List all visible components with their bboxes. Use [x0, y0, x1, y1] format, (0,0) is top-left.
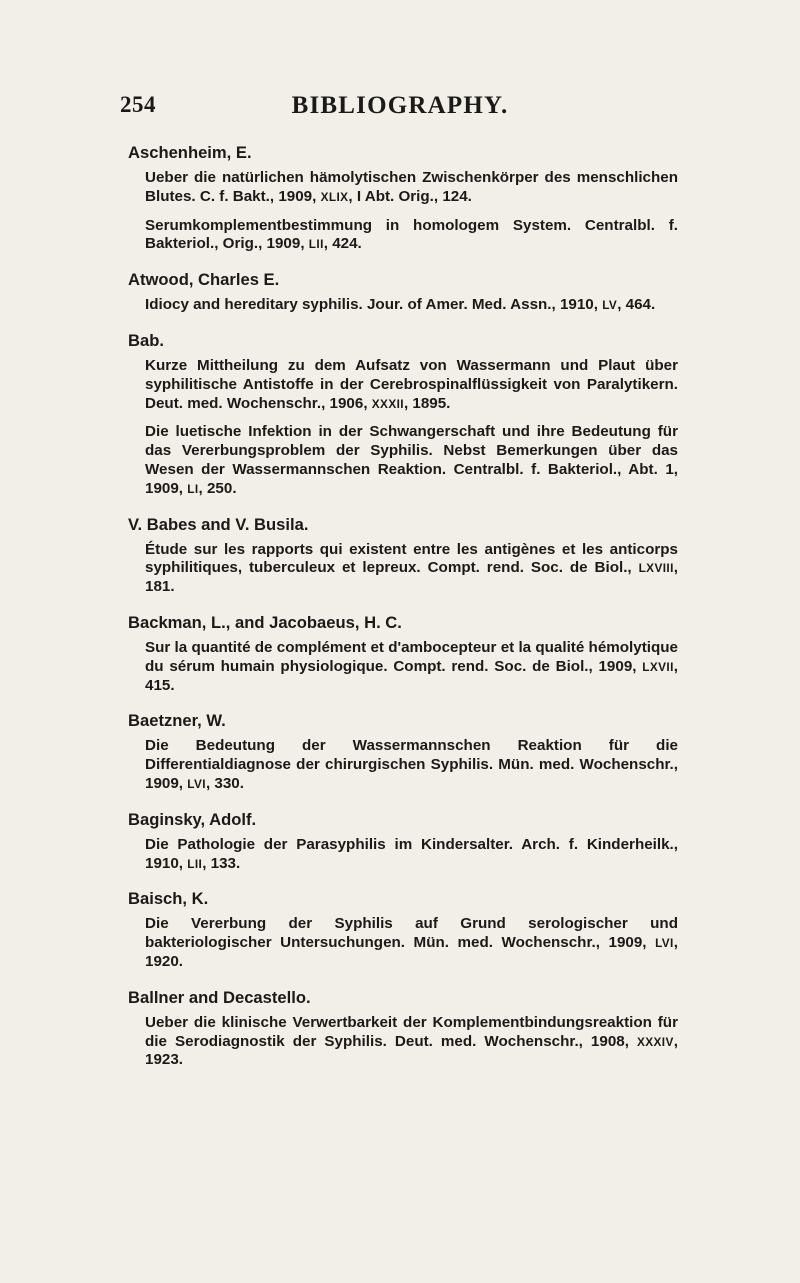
entry-author: Bab.	[128, 330, 164, 350]
citation-text: Idiocy and hereditary syphilis. Jour. of Amer. Med. Assn., 1910,	[145, 296, 598, 314]
entry-author: V. Babes and V. Busila.	[128, 514, 309, 534]
citation-text: Die Vererbung der Syphilis auf Grund serologischer und bakteriologischer Untersuchungen. Mün. med. Wochenschr., 1909,	[145, 915, 678, 952]
citation-pages: , 415.	[145, 657, 678, 694]
citation-pages: , 464.	[617, 296, 656, 314]
citation-volume: XXXIV	[636, 1034, 674, 1049]
entry-author: Atwood, Charles E.	[128, 270, 280, 290]
citation-volume: LV	[602, 298, 618, 313]
entry-author: Baetzner, W.	[128, 711, 226, 731]
bibliography-entry	[128, 987, 678, 1070]
citation-text: Kurze Mittheilung zu dem Aufsatz von Wassermann und Plaut über syphilitische Antistoffe in der Cerebrospinalflüssigkeit von Paralytikern. Deut. med. Wochenschr., 1906,	[145, 356, 678, 412]
citation-volume: LXVII	[642, 659, 674, 674]
bibliography-entry	[128, 330, 678, 499]
page-number: 254	[120, 92, 156, 117]
citation-pages: , 181.	[145, 559, 678, 596]
citation-pages: , 1895.	[403, 394, 451, 412]
entry-citation	[145, 836, 678, 874]
citation-pages: , 424.	[323, 235, 362, 253]
bibliography-entry	[128, 888, 678, 971]
citation-pages: , 330.	[205, 774, 244, 792]
entry-citation	[145, 296, 678, 315]
citation-volume: XLIX	[320, 189, 349, 204]
citation-volume: LVI	[187, 776, 206, 791]
citation-text: Ueber die natürlichen hämolytischen Zwischenkörper des menschlichen Blutes. C. f. Bakt., 1909,	[145, 169, 678, 205]
citation-volume: LII	[308, 237, 324, 252]
citation-volume: LXVIII	[638, 561, 674, 576]
citation-volume: LVI	[655, 936, 674, 951]
citation-pages: , I Abt. Orig., 124.	[348, 187, 472, 205]
citation-pages: , 133.	[202, 854, 241, 872]
citation-text: Sur la quantité de complément et d'ambocepteur et la qualité hémolytique du sérum humain physiologique. Compt. rend. Soc. de Biol., 1909,	[145, 638, 678, 675]
bibliography-entry	[128, 514, 678, 597]
citation-text: Étude sur les rapports qui existent entre les antigènes et les anticorps syphilitiques, tuberculeux et lepreux. Compt. rend. Soc. de Biol.,	[145, 540, 678, 577]
entry-citation	[145, 217, 678, 255]
citation-text: Die luetische Infektion in der Schwangerschaft und ihre Bedeutung für das Vererbungsproblem der Syphilis. Nebst Bemerkungen über das Wesen der Wassermannschen Reaktion. Centralbl. f. Bakteriol., Abt. 1, 1909,	[145, 423, 678, 497]
citation-pages: , 1923.	[145, 1032, 678, 1069]
entry-citation	[145, 915, 678, 971]
bibliography-entry	[128, 612, 678, 695]
bibliography-list	[128, 142, 678, 1070]
citation-volume: LII	[187, 856, 203, 871]
entry-citation	[145, 639, 678, 695]
bibliography-entry	[128, 809, 678, 874]
entry-author: Baisch, K.	[128, 889, 209, 909]
entry-author: Baginsky, Adolf.	[128, 809, 257, 829]
entry-citation	[145, 357, 678, 413]
entry-author: Aschenheim, E.	[128, 143, 252, 162]
entry-citation	[145, 541, 678, 597]
entry-citation	[145, 737, 678, 793]
citation-text: Ueber die klinische Verwertbarkeit der Komplementbindungsreaktion für die Serodiagnostik der Syphilis. Deut. med. Wochenschr., 1908,	[145, 1013, 678, 1050]
citation-text: Die Pathologie der Parasyphilis im Kindersalter. Arch. f. Kinderheilk., 1910,	[145, 835, 678, 872]
citation-volume: LI	[187, 481, 199, 496]
bibliography-entry	[128, 142, 678, 254]
entry-author: Ballner and Decastello.	[128, 987, 311, 1007]
entry-citation	[145, 423, 678, 498]
entry-author: Backman, L., and Jacobaeus, H. C.	[128, 612, 402, 632]
page-title: BIBLIOGRAPHY.	[291, 92, 509, 119]
citation-text: Die Bedeutung der Wassermannschen Reaktion für die Differentialdiagnose der chirurgischen Syphilis. Mün. med. Wochenschr., 1909,	[145, 737, 678, 792]
bibliography-entry	[128, 269, 678, 315]
bibliography-entry	[128, 710, 678, 793]
citation-text: Serumkomplementbestimmung in homologem System. Centralbl. f. Bakteriol., Orig., 1909,	[145, 216, 678, 253]
citation-volume: XXXII	[371, 396, 404, 411]
citation-pages: , 1920.	[145, 934, 678, 970]
citation-pages: , 250.	[198, 479, 237, 497]
entry-citation	[145, 169, 678, 207]
page-header	[0, 92, 800, 142]
entry-citation	[145, 1014, 678, 1070]
